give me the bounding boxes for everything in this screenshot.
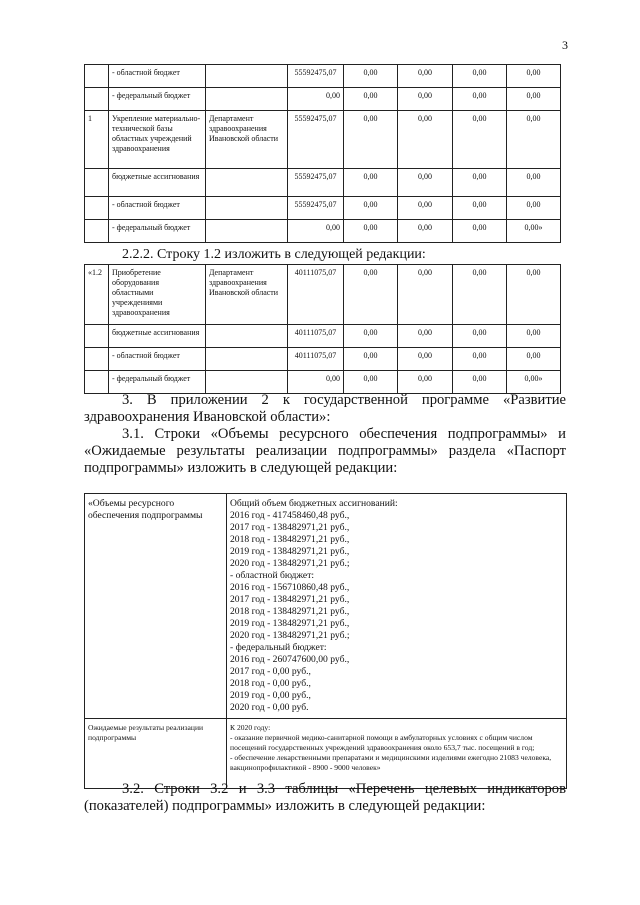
paragraph-3-line-2: здравоохранения Ивановской области»:: [84, 409, 331, 425]
table-row: [85, 197, 561, 220]
value-cell: 0,00: [507, 111, 561, 169]
row-name: - федеральный бюджет: [109, 220, 206, 243]
row-dept: Департамент здравоохранения Ивановской области: [206, 265, 288, 325]
table-row: [85, 111, 561, 169]
table-row: [85, 371, 561, 394]
row-name: Приобретение оборудования областными учреждениями здравоохранения: [109, 265, 206, 325]
funding-line: Общий объем бюджетных ассигнований:: [230, 498, 398, 509]
result-line: К 2020 году:: [230, 723, 271, 732]
value-cell: 0,00: [288, 88, 344, 111]
passport-table: [84, 493, 567, 789]
table-row: [85, 325, 561, 348]
funding-line: 2018 год - 138482971,21 руб.,: [230, 534, 350, 545]
value-cell: 0,00: [344, 197, 398, 220]
value-cell: 0,00: [344, 325, 398, 348]
value-cell: 0,00»: [507, 220, 561, 243]
funding-table-1: [84, 64, 561, 243]
value-cell: 0,00: [344, 65, 398, 88]
value-cell: 0,00: [398, 348, 453, 371]
paragraph-3-1-line-1: 3.1. Строки «Объемы ресурсного обеспечения подпрограммы» и: [122, 426, 566, 442]
funding-line: 2016 год - 156710860,48 руб.,: [230, 582, 350, 593]
page-number: 3: [562, 38, 568, 52]
value-cell: 0,00: [453, 169, 507, 197]
row-dept: [206, 65, 288, 88]
value-cell: 0,00: [398, 65, 453, 88]
funding-line: 2017 год - 138482971,21 руб.,: [230, 522, 350, 533]
section-heading-2-2-2: 2.2.2. Строку 1.2 изложить в следующей редакции:: [122, 247, 426, 262]
row-number: [85, 220, 109, 243]
value-cell: 0,00: [453, 220, 507, 243]
value-cell: 0,00»: [507, 371, 561, 394]
result-line: - обеспечение лекарственными препаратами и медицинскими изделиями ежегодно 21083 человека, вакцинопрофилактикой - 8900 - 9000 человек»: [230, 753, 552, 772]
value-cell: 0,00: [398, 371, 453, 394]
value-cell: 0,00: [453, 265, 507, 325]
funding-volume-values: [227, 494, 567, 719]
funding-volume-label: «Объемы ресурсного обеспечения подпрограммы: [85, 494, 227, 719]
funding-line: 2019 год - 138482971,21 руб.,: [230, 546, 350, 557]
table-row: [85, 65, 561, 88]
value-cell: 0,00: [398, 197, 453, 220]
row-name: - федеральный бюджет: [109, 88, 206, 111]
value-cell: 40111075,07: [288, 265, 344, 325]
funding-line: 2016 год - 260747600,00 руб.,: [230, 654, 350, 665]
row-name: бюджетные ассигнования: [109, 169, 206, 197]
value-cell: 55592475,07: [288, 65, 344, 88]
row-number: [85, 169, 109, 197]
row-number: [85, 65, 109, 88]
expected-results-label: Ожидаемые результаты реализации подпрограммы: [85, 719, 227, 789]
table-row: [85, 265, 561, 325]
table-row: [85, 169, 561, 197]
value-cell: 0,00: [344, 169, 398, 197]
value-cell: 55592475,07: [288, 111, 344, 169]
value-cell: 0,00: [344, 111, 398, 169]
row-dept: [206, 325, 288, 348]
value-cell: 0,00: [398, 88, 453, 111]
value-cell: 0,00: [398, 220, 453, 243]
value-cell: 0,00: [507, 169, 561, 197]
row-dept: [206, 197, 288, 220]
row-name: - областной бюджет: [109, 348, 206, 371]
funding-line: - федеральный бюджет:: [230, 642, 327, 653]
value-cell: 0,00: [344, 265, 398, 325]
value-cell: 40111075,07: [288, 348, 344, 371]
funding-line: 2017 год - 0,00 руб.,: [230, 666, 311, 677]
row-dept: Департамент здравоохранения Ивановской области: [206, 111, 288, 169]
funding-line: 2016 год - 417458460,48 руб.,: [230, 510, 350, 521]
row-number: [85, 348, 109, 371]
value-cell: 0,00: [288, 371, 344, 394]
row-name: - областной бюджет: [109, 197, 206, 220]
value-cell: 0,00: [288, 220, 344, 243]
row-dept: [206, 348, 288, 371]
row-name: Укрепление материально-технической базы областных учреждений здравоохранения: [109, 111, 206, 169]
value-cell: 0,00: [344, 220, 398, 243]
value-cell: 0,00: [507, 265, 561, 325]
table-row: [85, 348, 561, 371]
value-cell: 0,00: [507, 88, 561, 111]
value-cell: 0,00: [398, 265, 453, 325]
row-name: бюджетные ассигнования: [109, 325, 206, 348]
value-cell: 55592475,07: [288, 169, 344, 197]
funding-line: 2018 год - 138482971,21 руб.,: [230, 606, 350, 617]
value-cell: 0,00: [453, 111, 507, 169]
row-name: - областной бюджет: [109, 65, 206, 88]
value-cell: 0,00: [453, 325, 507, 348]
funding-line: 2018 год - 0,00 руб.,: [230, 678, 311, 689]
row-name: - федеральный бюджет: [109, 371, 206, 394]
table-row: [85, 88, 561, 111]
expected-results-values: [227, 719, 567, 789]
paragraph-3-2-line-2: (показателей) подпрограммы» изложить в следующей редакции:: [84, 798, 486, 814]
funding-line: 2019 год - 138482971,21 руб.,: [230, 618, 350, 629]
paragraph-3-1-line-2: «Ожидаемые результаты реализации подпрограммы» раздела «Паспорт: [84, 443, 566, 459]
row-dept: [206, 371, 288, 394]
value-cell: 0,00: [344, 371, 398, 394]
row-number: [85, 88, 109, 111]
paragraph-3-1-line-3: подпрограммы» изложить в следующей редакции:: [84, 460, 398, 476]
funding-line: - областной бюджет:: [230, 570, 315, 581]
value-cell: 0,00: [453, 197, 507, 220]
value-cell: 0,00: [453, 371, 507, 394]
value-cell: 0,00: [507, 197, 561, 220]
table-row: [85, 220, 561, 243]
table-row: [85, 494, 567, 719]
value-cell: 0,00: [507, 65, 561, 88]
row-number: «1.2: [85, 265, 109, 325]
funding-line: 2017 год - 138482971,21 руб.,: [230, 594, 350, 605]
value-cell: 0,00: [344, 348, 398, 371]
paragraph-3-line-1: 3. В приложении 2 к государственной программе «Развитие: [122, 392, 566, 408]
result-line: - оказание первичной медико-санитарной помощи в амбулаторных условиях с общим числом посещений государственных учреждений здравоохранения около 653,7 тыс. посещений в год;: [230, 733, 535, 752]
value-cell: 0,00: [398, 325, 453, 348]
value-cell: 0,00: [507, 348, 561, 371]
row-dept: [206, 220, 288, 243]
row-dept: [206, 169, 288, 197]
funding-line: 2019 год - 0,00 руб.,: [230, 690, 311, 701]
table-row: [85, 719, 567, 789]
value-cell: 0,00: [398, 169, 453, 197]
funding-line: 2020 год - 0,00 руб.: [230, 702, 309, 713]
value-cell: 0,00: [398, 111, 453, 169]
row-number: [85, 325, 109, 348]
row-number: [85, 371, 109, 394]
funding-line: 2020 год - 138482971,21 руб.;: [230, 558, 350, 569]
row-dept: [206, 88, 288, 111]
funding-table-2: [84, 264, 561, 394]
value-cell: 0,00: [453, 88, 507, 111]
value-cell: 0,00: [507, 325, 561, 348]
row-number: 1: [85, 111, 109, 169]
value-cell: 0,00: [344, 88, 398, 111]
funding-line: 2020 год - 138482971,21 руб.;: [230, 630, 350, 641]
value-cell: 40111075,07: [288, 325, 344, 348]
value-cell: 0,00: [453, 348, 507, 371]
value-cell: 0,00: [453, 65, 507, 88]
paragraph-3-2-line-1: 3.2. Строки 3.2 и 3.3 таблицы «Перечень целевых индикаторов: [122, 781, 566, 797]
row-number: [85, 197, 109, 220]
value-cell: 55592475,07: [288, 197, 344, 220]
